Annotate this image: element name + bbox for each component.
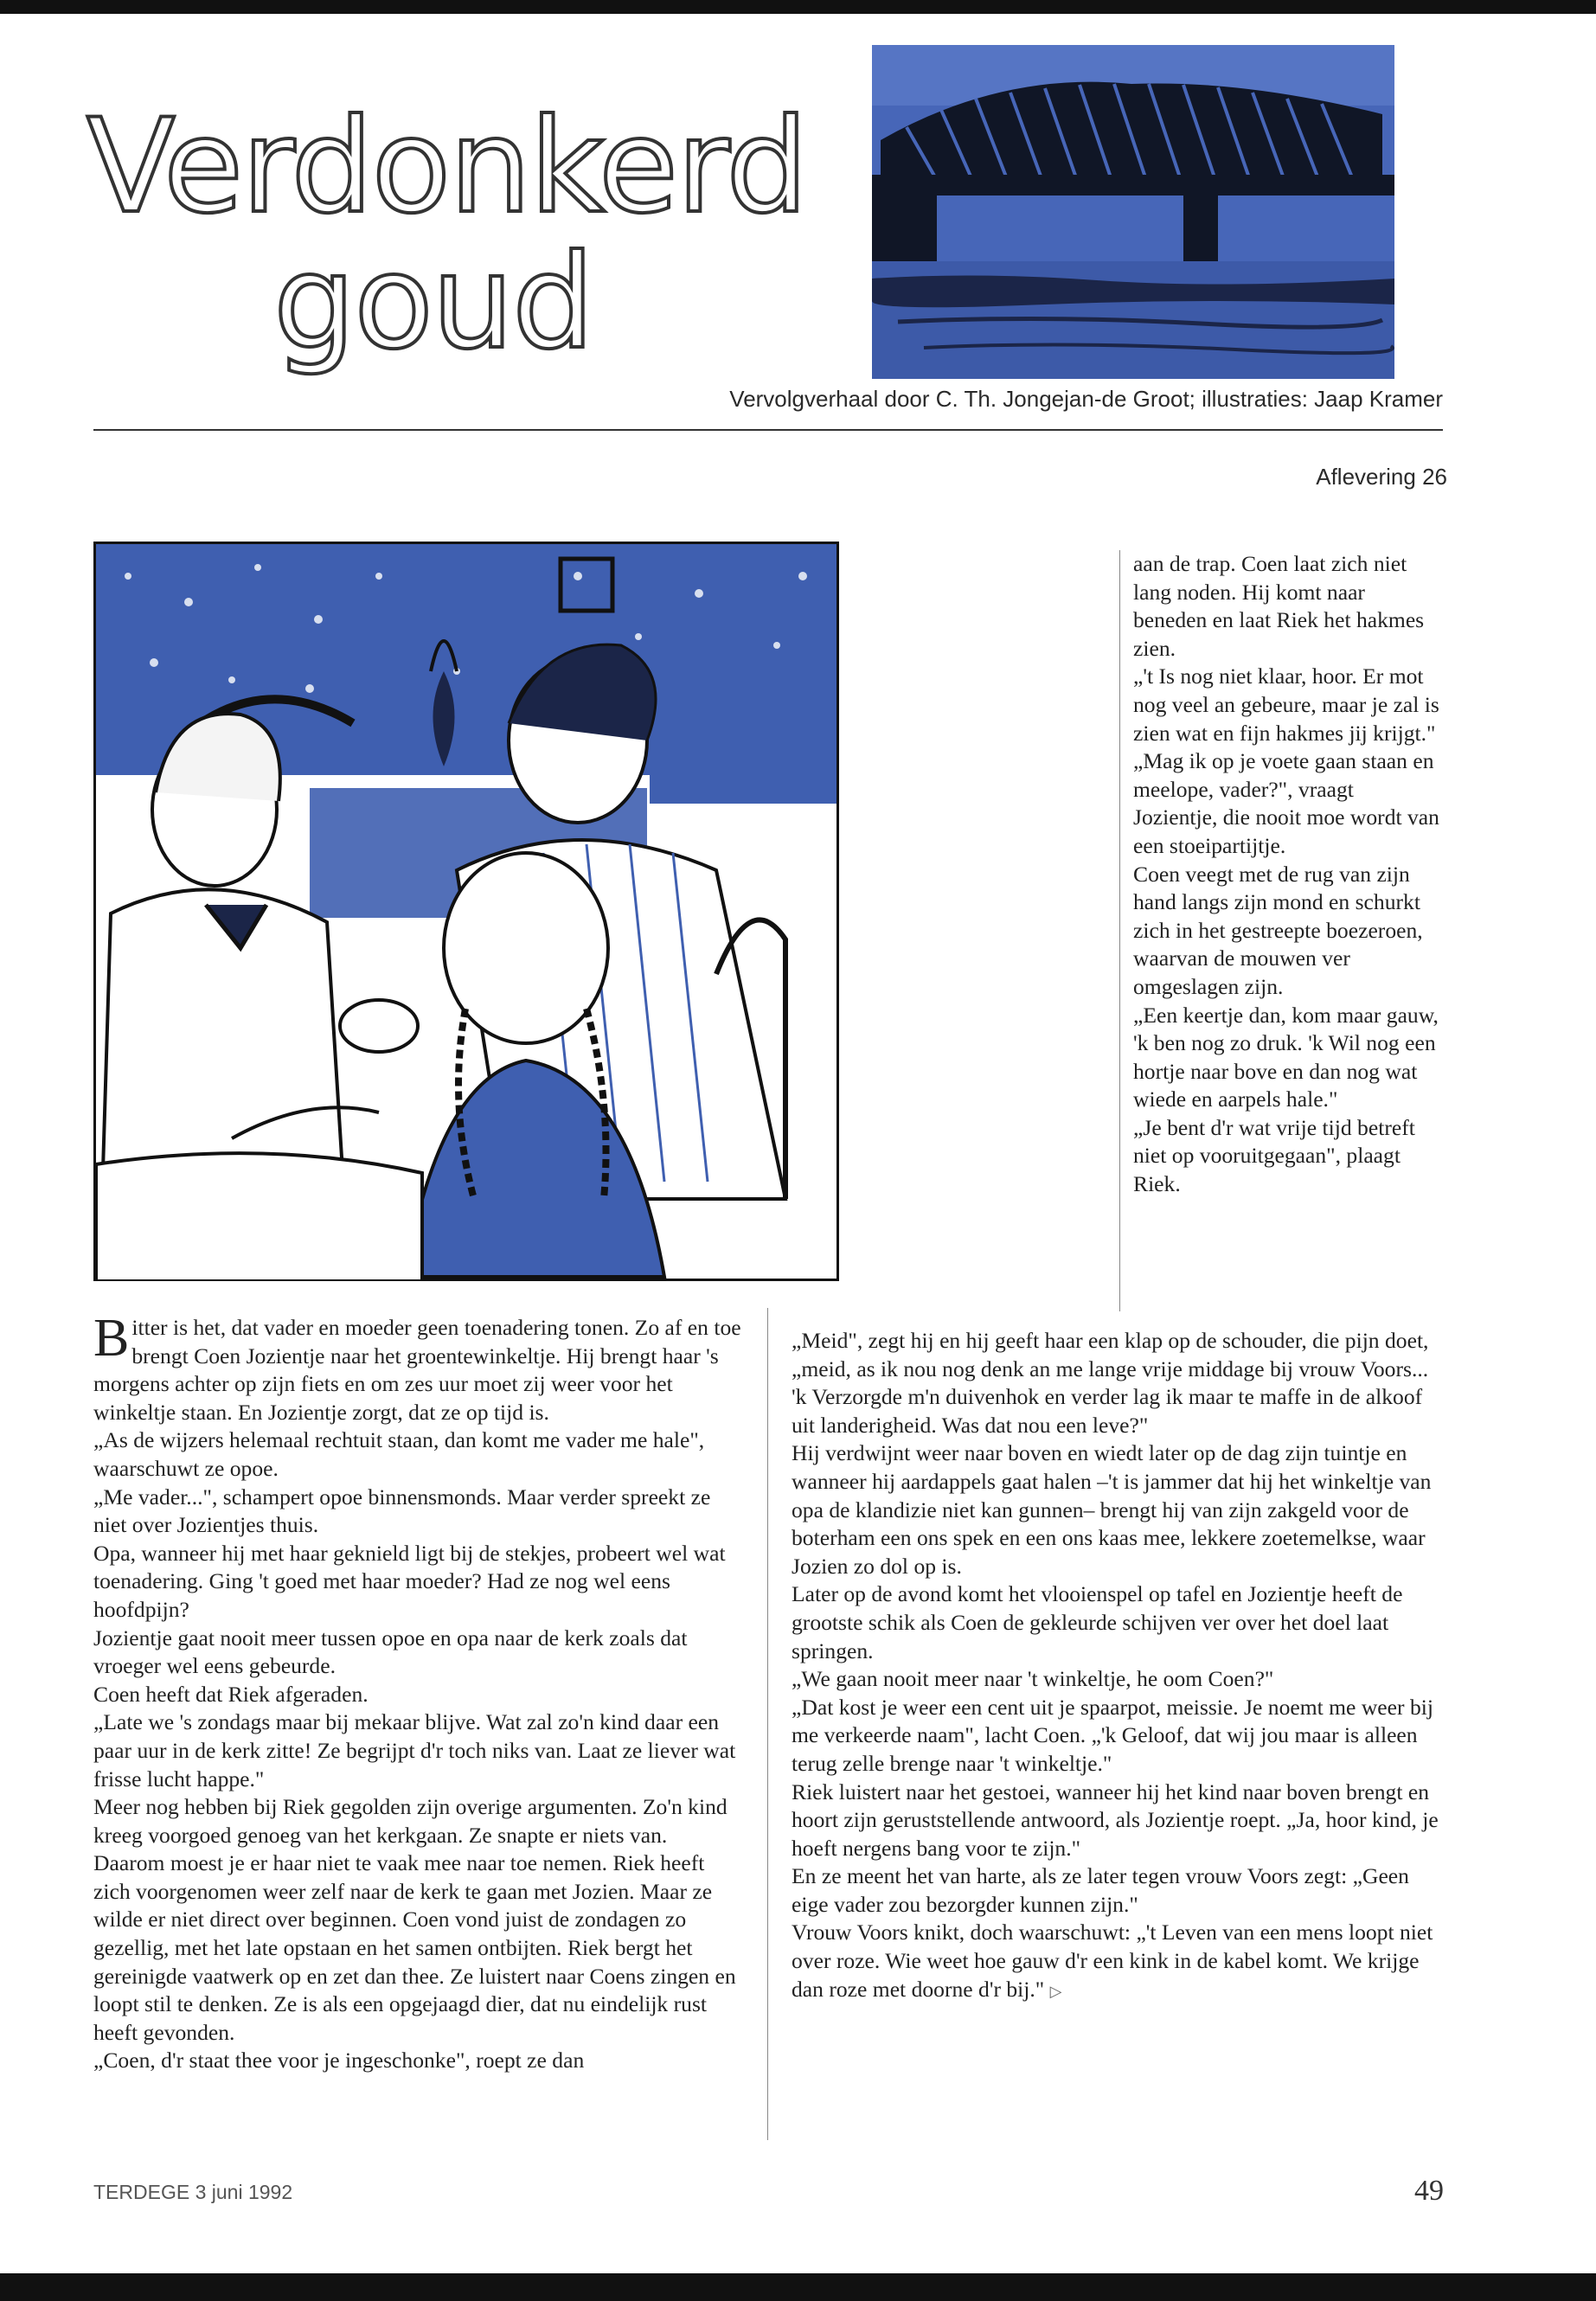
right-column bbox=[792, 1327, 1443, 2005]
top-border bbox=[0, 0, 1596, 14]
paragraph: „We gaan nooit meer naar 't winkeltje, he oom Coen?" bbox=[792, 1666, 1274, 1692]
paragraph: „Coen, d'r staat thee voor je ingeschonke", roept ze dan bbox=[93, 2048, 585, 2073]
bridge-illustration bbox=[872, 45, 1394, 379]
triangle-icon: ▷ bbox=[1049, 1982, 1062, 2000]
paragraph: „'t Is nog niet klaar, hoor. Er mot nog veel an gebeure, maar je zal is zien wat en fijn hakmes jij krijgt." bbox=[1133, 663, 1439, 746]
paragraph: Coen veegt met de rug van zijn hand langs zijn mond en schurkt zich in het gestreepte boezeroen, waarvan de mouwen ver omgeslagen zijn. bbox=[1133, 861, 1423, 999]
story-title-line1: Verdonkerd bbox=[87, 92, 807, 242]
paragraph: Hij verdwijnt weer naar boven en wiedt later op de dag zijn tuintje en wanneer hij aardappels gaat halen –'t is jammer dat hij het winkeltje van opa de klandizie niet kan gunnen– brengt hij van zijn zakgeld voor de boterham een ons spek en een ons kaas mee, lekkere zoetemelkse, waar Jozien zo dol op is. bbox=[792, 1440, 1432, 1579]
header-rule bbox=[93, 429, 1443, 431]
paragraph: Meer nog hebben bij Riek gegolden zijn overige argumenten. Zo'n kind kreeg voorgoed genoeg van het kerkgaan. Ze snapte er niets van. Daarom moest je er haar niet te vaak mee naar toe nemen. Riek heeft zich voorgenomen weer zelf naar de kerk te gaan met Jozien. Maar ze wilde er niet direct over beginnen. Coen vond juist de zondagen zo gezellig, met het late opstaan en het samen ontbijten. Riek bergt het gereinigde vaatwerk op en zet dan thee. Ze luistert naar Coens zingen en loopt stil te denken. Ze is als een opgejaagd dier, dat nu eindelijk rust heeft gevonden. bbox=[93, 1794, 736, 2045]
opening-paragraph bbox=[93, 1309, 744, 1426]
publication-footer: TERDEGE 3 juni 1992 bbox=[93, 2181, 293, 2203]
paragraph: „Dat kost je weer een cent uit je spaarpot, meissie. Je noemt me weer bij me verkeerde naam", lacht Coen. „'k Geloof, dat wij jou maar is alleen terug zelle brenge naar 't winkeltje." bbox=[792, 1694, 1433, 1776]
paragraph: aan de trap. Coen laat zich niet lang noden. Hij komt naar beneden en laat Riek het hakmes zien. bbox=[1133, 551, 1425, 661]
paragraph: „Een keertje dan, kom maar gauw, 'k ben nog zo druk. 'k Wil nog een hortje naar bove en dan nog wat wiede en aarpels hale." bbox=[1133, 1002, 1439, 1112]
byline: Vervolgverhaal door C. Th. Jongejan-de Groot; illustraties: Jaap Kramer bbox=[729, 386, 1443, 412]
paragraph: Later op de avond komt het vlooienspel op tafel en Jozientje heeft de grootste schik als Coen de gekleurde schijven ver over het doel laat springen. bbox=[792, 1581, 1403, 1663]
paragraph: „Me vader...", schampert opoe binnensmonds. Maar verder spreekt ze niet over Jozientjes thuis. bbox=[93, 1484, 711, 1538]
bottom-border bbox=[0, 2273, 1596, 2301]
side-column-divider bbox=[1119, 550, 1120, 1311]
paragraph: En ze meent het van harte, als ze later tegen vrouw Voors zegt: „Geen eige vader zou bezorgder kunnen zijn." bbox=[792, 1863, 1409, 1917]
paragraph: „Meid", zegt hij en hij geeft haar een klap op de schouder, die pijn doet, „meid, as ik nou nog denk an me lange vrije middage bij vrouw Voors... 'k Verzorgde m'n duivenhok en verder lag ik maar te maffe in de alkoof uit landerigheid. Was dat nou een leve?" bbox=[792, 1328, 1429, 1438]
paragraph: Opa, wanneer hij met haar geknield ligt bij de stekjes, probeert wel wat toenadering. Ging 't goed met haar moeder? Had ze nog wel eens hoofdpijn? bbox=[93, 1540, 726, 1622]
paragraph: „Mag ik op je voete gaan staan en meelope, vader?", vraagt Jozientje, die nooit moe wordt van een stoeipartijtje. bbox=[1133, 748, 1439, 858]
paragraph bbox=[792, 1919, 1443, 2005]
page-number: 49 bbox=[1414, 2175, 1444, 2207]
left-column bbox=[93, 1309, 744, 2075]
side-column bbox=[1133, 550, 1443, 1199]
paragraph: Riek luistert naar het gestoei, wanneer hij het kind naar boven brengt en hoort zijn geruststellende antwoord, als Jozientje roept. „Ja, hoor kind, je hoeft nergens bang voor te zijn." bbox=[792, 1779, 1439, 1861]
paragraph: „As de wijzers helemaal rechtuit staan, dan komt me vader me hale", waarschuwt ze opoe. bbox=[93, 1427, 705, 1481]
paragraph: Coen heeft dat Riek afgeraden. bbox=[93, 1681, 369, 1707]
paragraph-text: Vrouw Voors knikt, doch waarschuwt: „'t Leven van een mens loopt niet over roze. Wie weet hoe gauw d'r een kink in de kabel komt. We krijge dan roze met doorne d'r bij." bbox=[792, 1920, 1433, 2002]
paragraph: „Late we 's zondags maar bij mekaar blijve. Wat zal zo'n kind daar een paar uur in de kerk zitte! Ze begrijpt d'r toch niks van. Laat ze liever wat frisse lucht happe." bbox=[93, 1709, 736, 1791]
episode-label: Aflevering 26 bbox=[1316, 464, 1447, 490]
paragraph: „Je bent d'r wat vrije tijd betreft niet op vooruitgegaan", plaagt Riek. bbox=[1133, 1114, 1415, 1197]
paragraph: Jozientje gaat nooit meer tussen opoe en opa naar de kerk zoals dat vroeger wel eens gebeurde. bbox=[93, 1625, 688, 1679]
kitchen-scene-illustration bbox=[93, 542, 839, 1281]
drop-cap: B bbox=[93, 1309, 130, 1368]
story-title-line2: goud bbox=[273, 228, 593, 378]
column-divider bbox=[767, 1308, 768, 2140]
paragraph-text: itter is het, dat vader en moeder geen toenadering tonen. Zo af en toe brengt Coen Jozientje naar het groentewinkeltje. Hij brengt haar 's morgens achter op zijn fiets en om zes uur moet zij weer voor het winkeltje staan. En Jozientje zorgt, dat ze op tijd is. bbox=[93, 1315, 741, 1425]
